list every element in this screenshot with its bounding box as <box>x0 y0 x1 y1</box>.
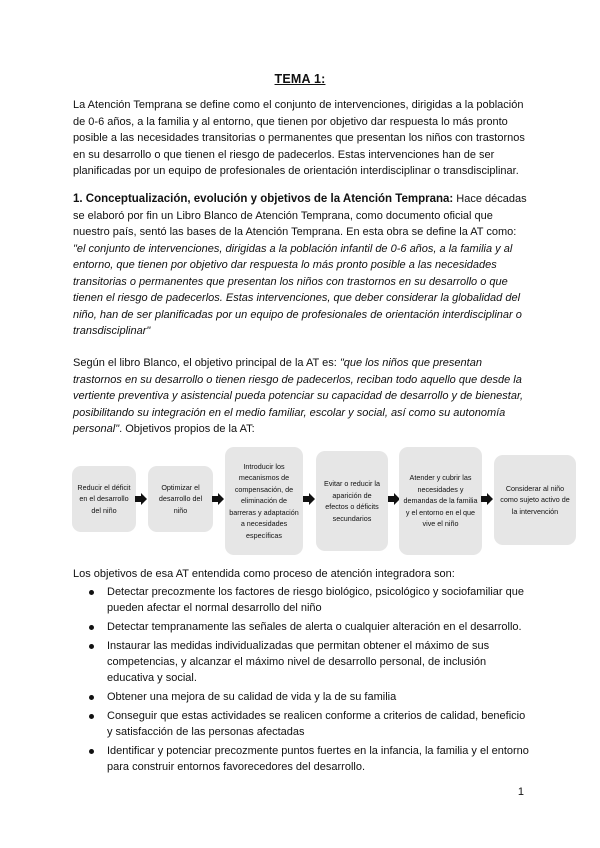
list-item: Detectar tempranamente las señales de alerta o cualquier alteración en el desarrollo. <box>73 619 533 635</box>
objective-quote: "que los niños que presentan trastornos en su desarrollo o tienen riesgo de padecerlos, reciban todo aquello que desde la vertiente preventiva y asistencial pueda potenciar su capacidad de desarrollo y de bienestar, posibilitando su integración en el medio familiar, escolar y social, así como su autonomía personal" <box>73 357 524 435</box>
flow-box-6: Considerar al niño como sujeto activo de la intervención <box>494 455 576 545</box>
objectives-flow-diagram <box>72 447 592 557</box>
bullet-icon <box>89 590 94 595</box>
section-1-paragraph <box>73 191 529 340</box>
list-item: Obtener una mejora de su calidad de vida y la de su familia <box>73 689 533 705</box>
page-number: 1 <box>517 786 524 798</box>
flow-box-1: Reducir el déficit en el desarrollo del niño <box>72 466 136 532</box>
list-item: Instaurar las medidas individualizadas que permitan obtener el máximo de sus competencias, y alcanzar el máximo nivel de desarrollo personal, de inclusión educativa y social. <box>73 638 533 686</box>
bullet-icon <box>89 749 94 754</box>
flow-box-3: Introducir los mecanismos de compensación, de eliminación de barreras y adaptación a necesidades específicas <box>225 447 303 555</box>
objective-lead: Según el libro Blanco, el objetivo principal de la AT es: <box>73 357 340 369</box>
objective-paragraph <box>73 355 529 438</box>
page-title: TEMA 1: <box>274 72 326 86</box>
section-1-text: Hace décadas se elaboró por fin un Libro Blanco de Atención Temprana, como documento oficial que nuestro país, sentó las bases de la Atención Temprana. En esta obra se define la AT como: <box>73 193 527 238</box>
flow-box-4: Evitar o reducir la aparición de efectos o déficits secundarios <box>316 451 388 551</box>
list-item: Identificar y potenciar precozmente puntos fuertes en la infancia, la familia y el entorno para construir entornos favorecedores del desarrollo. <box>73 743 533 775</box>
arrow-right-icon <box>481 493 493 505</box>
intro-paragraph: La Atención Temprana se define como el conjunto de intervenciones, dirigidas a la población de 0-6 años, a la familia y al entorno, que tienen por objetivo dar respuesta lo más pronto posible a las necesidades transitorias o permanentes que presentan los niños con trastornos en su desarrollo o que tienen el riesgo de padecerlos. Estas intervenciones han de ser planificadas por un equipo de profesionales de orientación interdisciplinar o transdisciplinar. <box>73 99 525 177</box>
list-item: Conseguir que estas actividades se realicen conforme a criterios de calidad, beneficio y satisfacción de las personas afectadas <box>73 708 533 740</box>
arrow-right-icon <box>135 493 147 505</box>
list-item: Detectar precozmente los factores de riesgo biológico, psicológico y sociofamiliar que pueden afectar el normal desarrollo del niño <box>73 584 533 616</box>
bullet-icon <box>89 644 94 649</box>
section-1-heading: 1. Conceptualización, evolución y objetivos de la Atención Temprana: <box>73 193 454 205</box>
objectives-bullet-list <box>73 584 533 778</box>
bullet-icon <box>89 625 94 630</box>
arrow-right-icon <box>212 493 224 505</box>
bullet-icon <box>89 695 94 700</box>
arrow-right-icon <box>303 493 315 505</box>
bullet-icon <box>89 714 94 719</box>
flow-box-2: Optimizar el desarrollo del niño <box>148 466 213 532</box>
flow-box-5: Atender y cubrir las necesidades y demandas de la familia y el entorno en el que vive el niño <box>399 447 482 555</box>
integrated-objectives-intro: Los objetivos de esa AT entendida como proceso de atención integradora son: <box>73 568 455 580</box>
objective-tail: . Objetivos propios de la AT: <box>119 423 255 435</box>
section-1-quote: "el conjunto de intervenciones, dirigidas a la población infantil de 0-6 años, a la familia y al entorno, que tienen por objetivo dar respuesta lo más pronto posible a las necesidades transitorias o permanentes que presentan los niños con trastornos en su desarrollo o que tienen el riesgo de padecerlos. Estas intervenciones, que deber considerar la globalidad del niño, han de ser planificadas por un equipo de profesionales de orientación interdisciplinar o transdisciplinar" <box>73 242 522 337</box>
